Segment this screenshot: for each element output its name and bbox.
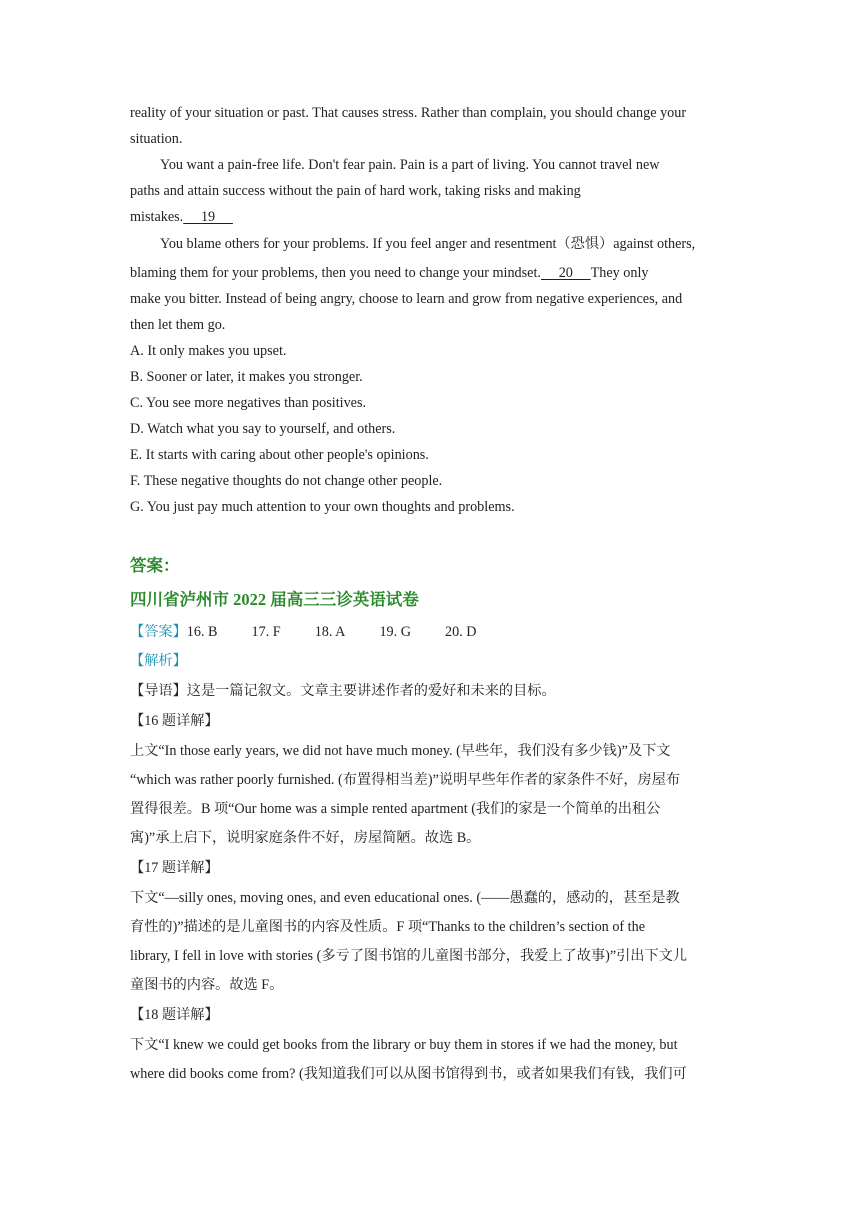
passage-line [130,207,233,227]
passage-line: paths and attain success without the pain of hard work, taking risks and making [130,183,581,199]
option-b: B. Sooner or later, it makes you stronger. [130,369,363,385]
passage-text: mistakes. [130,209,184,225]
q17-line: 下文“—silly ones, moving ones, and even educational ones. (——愚蠢的，感动的，甚至是教 [130,890,680,906]
answer-item: 20. D [444,624,477,640]
passage-text: They only [590,265,649,281]
passage-line [130,263,649,283]
passage-line: reality of your situation or past. That causes stress. Rather than complain, you should change your [130,105,687,121]
q16-line: 上文“In those early years, we did not have much money. (早些年，我们没有多少钱)”及下文 [130,743,671,759]
option-e: E. It starts with caring about other people's opinions. [130,447,429,463]
q18-heading: 【18 题详解】 [130,1007,219,1023]
exam-title: 四川省泸州市 2022 届高三三诊英语试卷 [130,590,419,609]
answer-item: 16. B [186,624,218,640]
answer-label: 【答案】 [130,624,187,640]
q18-line: where did books come from? (我知道我们可以从图书馆得到书，或者如果我们有钱，我们可 [130,1066,687,1082]
answer-heading: 答案： [130,556,180,575]
option-g: G. You just pay much attention to your own thoughts and problems. [130,499,515,515]
q16-line: 寓)”承上启下，说明家庭条件不好，房屋简陋。故选 B。 [130,830,481,846]
passage-line: make you bitter. Instead of being angry, choose to learn and grow from negative experiences, and [130,291,683,307]
q17-line: 育性的)”描述的是儿童图书的内容及性质。F 项“Thanks to the children’s section of the [130,919,646,935]
q17-line: 童图书的内容。故选 F。 [130,977,284,993]
blank-20[interactable]: 20 [540,265,591,281]
intro-text: 【导语】这是一篇记叙文。文章主要讲述作者的爱好和未来的目标。 [130,683,556,699]
option-d: D. Watch what you say to yourself, and others. [130,421,396,437]
q17-heading: 【17 题详解】 [130,860,219,876]
answer-item: 17. F [251,624,281,640]
answer-line [130,622,477,642]
q16-line: 置得很差。B 项“Our home was a simple rented apartment (我们的家是一个简单的出租公 [130,801,661,817]
q17-line: library, I fell in love with stories (多亏了图书馆的儿童图书部分，我爱上了故事)”引出下文儿 [130,948,688,964]
q18-line: 下文“I knew we could get books from the library or buy them in stores if we had the money, but [130,1037,678,1053]
blank-19[interactable]: 19 [183,209,233,225]
q16-heading: 【16 题详解】 [130,713,219,729]
answer-item: 18. A [314,624,346,640]
option-c: C. You see more negatives than positives. [130,395,367,411]
option-f: F. These negative thoughts do not change other people. [130,473,443,489]
passage-line: You blame others for your problems. If you feel anger and resentment（恐惧）against others, [160,236,696,252]
passage-line: then let them go. [130,317,226,333]
option-a: A. It only makes you upset. [130,343,287,359]
passage-line: You want a pain-free life. Don't fear pain. Pain is a part of living. You cannot travel new [160,157,660,173]
analysis-label: 【解析】 [130,653,187,669]
q16-line: “which was rather poorly furnished. (布置得相当差)”说明早些年作者的家条件不好，房屋布 [130,772,681,788]
passage-line: situation. [130,131,183,147]
answer-item: 19. G [379,624,411,640]
passage-text: blaming them for your problems, then you need to change your mindset. [130,265,541,281]
